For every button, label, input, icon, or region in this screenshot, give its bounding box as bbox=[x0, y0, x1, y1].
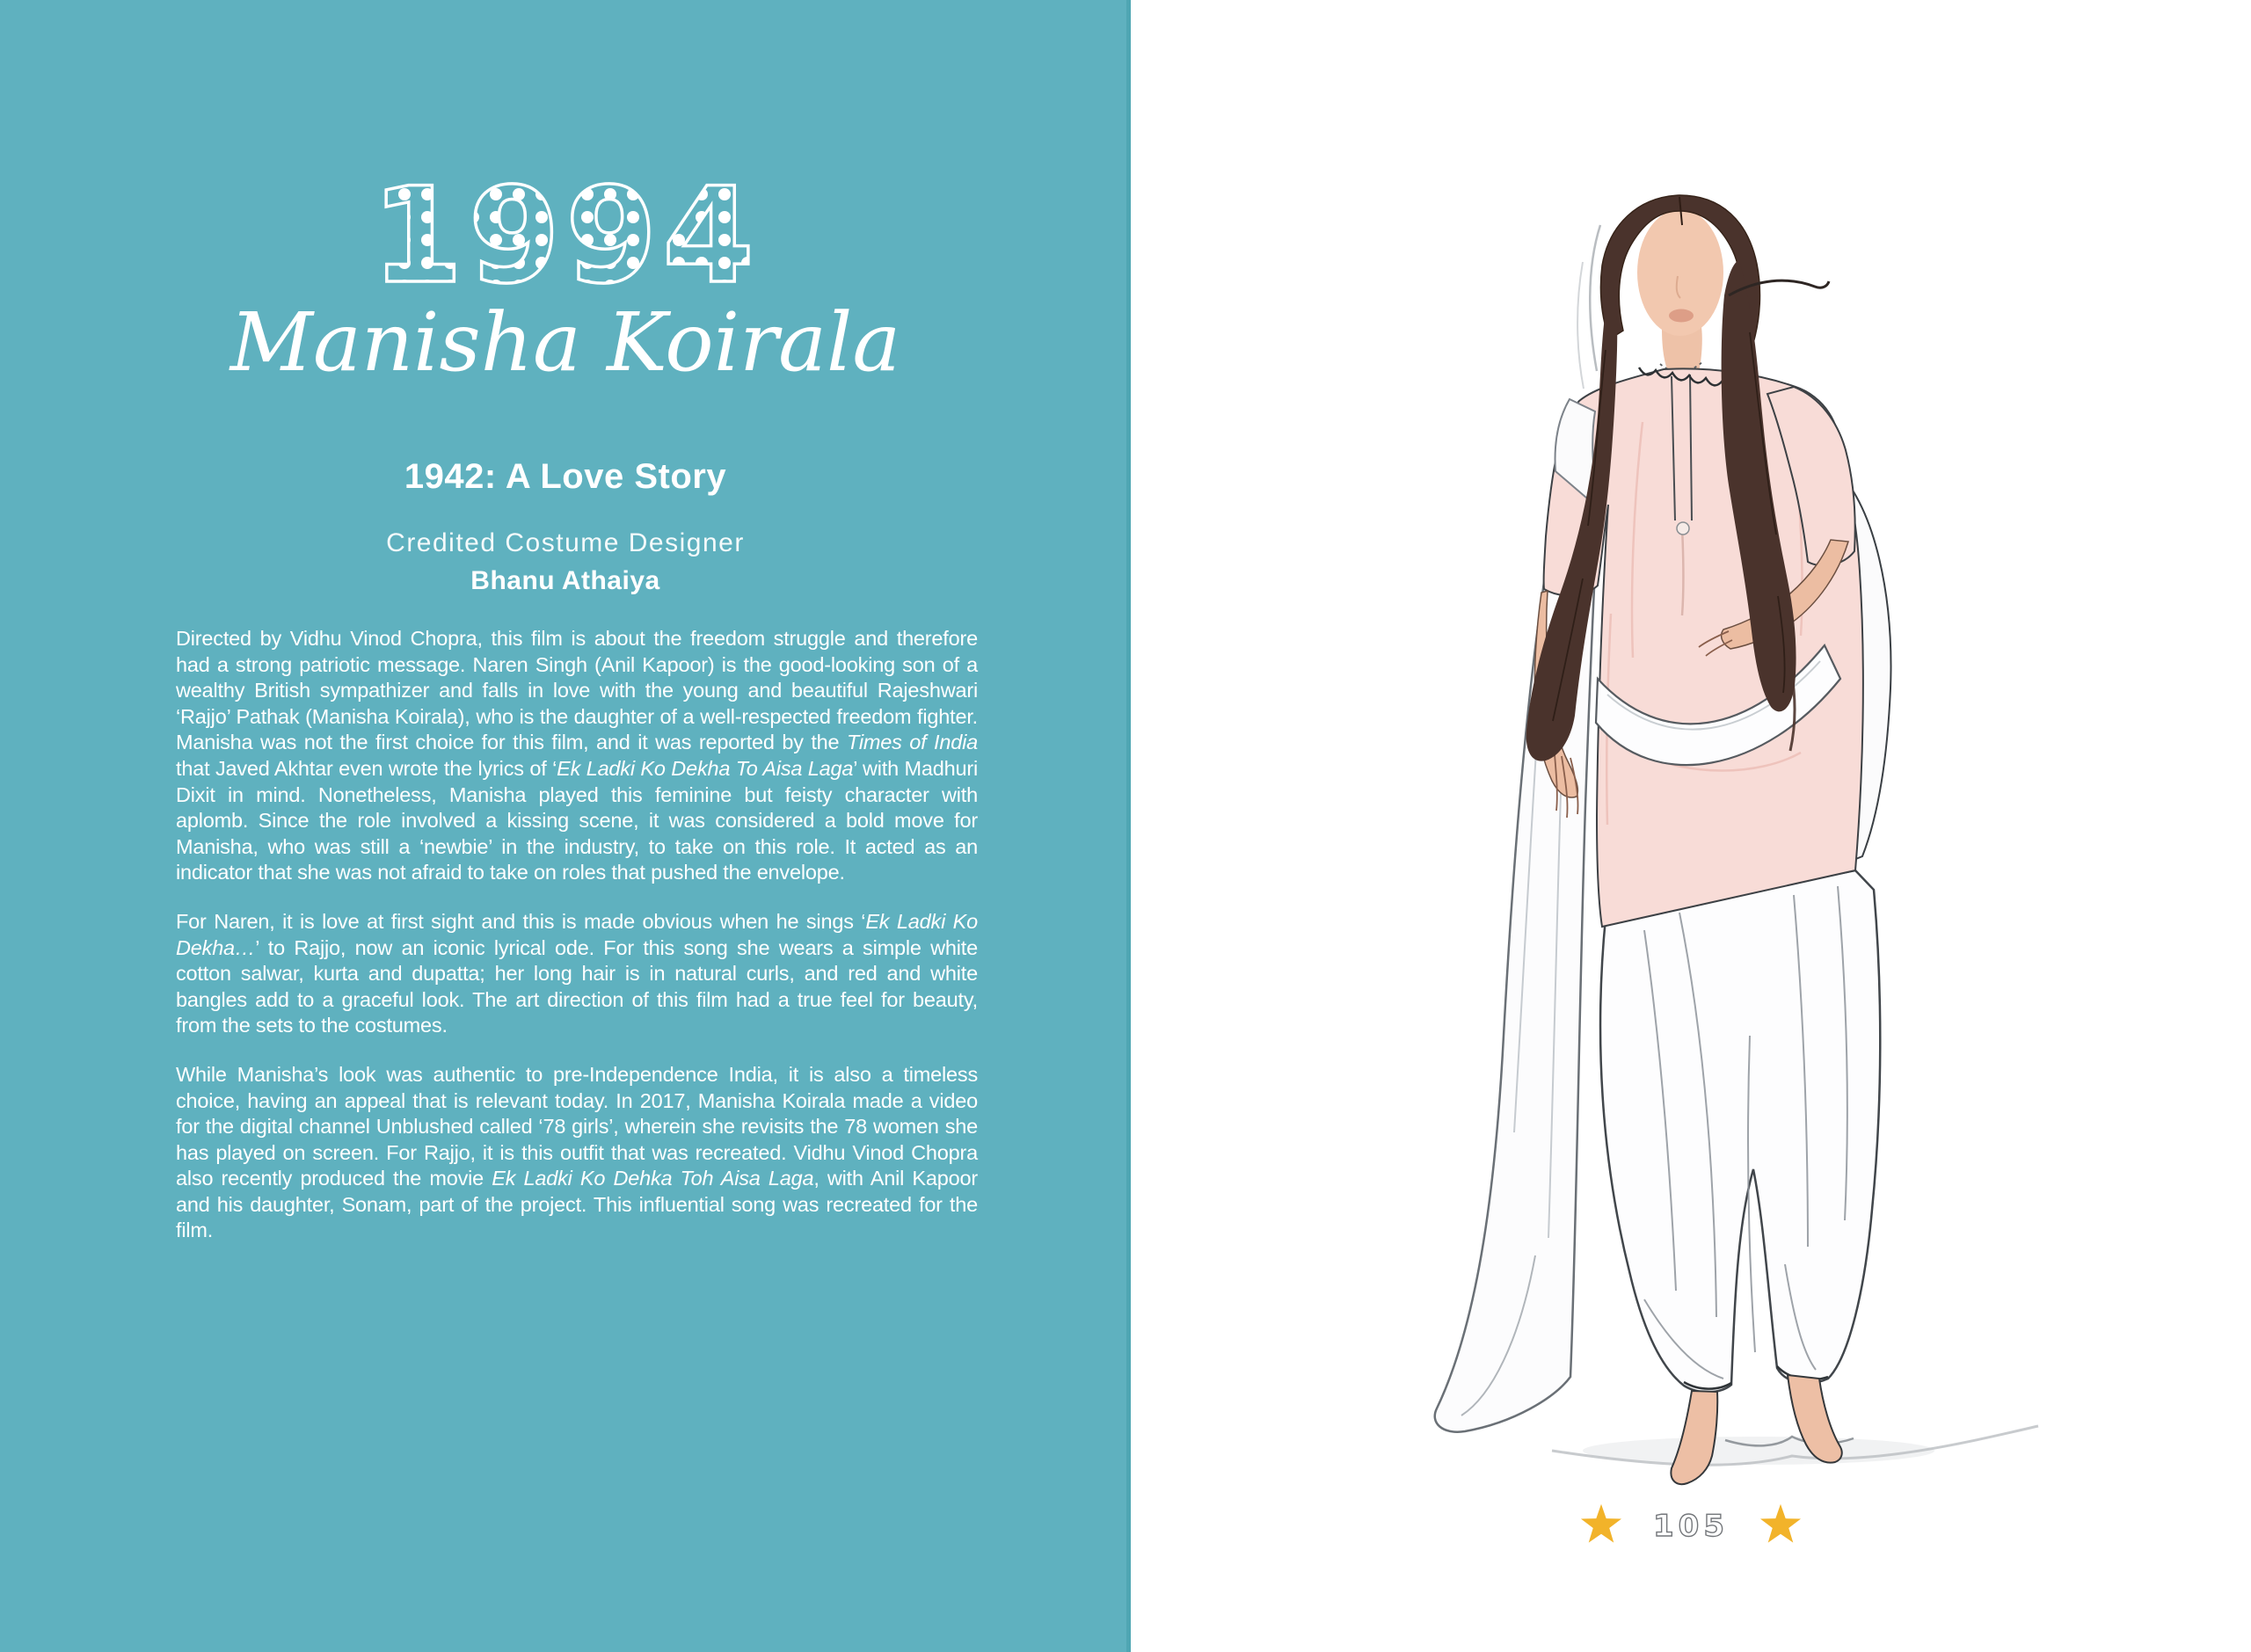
paragraph bbox=[176, 1062, 978, 1244]
year-title bbox=[164, 160, 966, 314]
article-paragraphs bbox=[176, 626, 978, 1267]
text-run: Ek Ladki Ko Dekha… bbox=[176, 909, 978, 959]
year-text: 1994 bbox=[371, 160, 760, 309]
star-icon bbox=[1756, 1501, 1805, 1550]
page-number-text: 105 bbox=[1653, 1509, 1729, 1544]
paragraph bbox=[176, 909, 978, 1039]
page-number bbox=[1647, 1501, 1735, 1550]
text-run: Directed by Vidhu Vinod Chopra, this film is about the freedom struggle and therefore had a strong patriotic message. Naren Singh (Anil Kapoor) is the good-looking son of a wealthy British sympathizer and falls in love with the young and beautiful Rajeshwari ‘Rajjo’ Pathak (Manisha Koirala), who is the daughter of a well-respected freedom fighter. Manisha was not the first choice for this film, and it was reported by the bbox=[176, 627, 978, 754]
artist-name: Manisha Koirala bbox=[229, 295, 901, 389]
text-run: Ek Ladki Ko Dehka Toh Aisa Laga bbox=[492, 1167, 814, 1190]
right-page bbox=[1131, 0, 2251, 1652]
text-run: ’ with Madhuri Dixit in mind. Nonetheless, Manisha played this feminine but feisty character with aplomb. Since the role involved a kissing scene, it was considered a bold move for Manisha, who was still a ‘newbie’ in the industry, to take on this role. It acted as an indicator that she was not afraid to take on roles that pushed the envelope. bbox=[176, 756, 978, 884]
salwar-pants bbox=[1600, 870, 1880, 1392]
text-run: For Naren, it is love at first sight and this is made obvious when he sings ‘ bbox=[176, 909, 866, 933]
text-run: While Manisha’s look was authentic to pre-Independence India, it is also a timeless choice, having an appeal that is relevant today. In 2017, Manisha Koirala made a video for the digital channel Unblushed called ‘78 girls’, wherein she revisits the 78 women she has played on screen. For Rajjo, it is this outfit that was recreated. Vidhu Vinod Chopra also recently produced the movie bbox=[176, 1062, 978, 1190]
star-icon bbox=[1577, 1501, 1626, 1550]
year-marquee-text bbox=[164, 160, 966, 309]
text-run: ’ to Rajjo, now an iconic lyrical ode. For this song she wears a simple white cotton salwar, kurta and dupatta; her long hair is in natural curls, and red and white bangles add to a graceful look. The art direction of this film had a true feel for beauty, from the sets to the costumes. bbox=[176, 935, 978, 1037]
designer-name: Bhanu Athaiya bbox=[470, 566, 660, 595]
bare-feet bbox=[1671, 1375, 1841, 1484]
paragraph bbox=[176, 626, 978, 886]
fashion-illustration bbox=[1380, 121, 2049, 1519]
text-run: that Javed Akhtar even wrote the lyrics of ‘ bbox=[176, 756, 557, 780]
ground-shadow bbox=[1552, 1426, 2038, 1465]
text-run: Ek Ladki Ko Dekha To Aisa Laga bbox=[557, 756, 854, 780]
page-footer bbox=[1131, 1495, 2251, 1556]
film-title: 1942: A Love Story bbox=[404, 457, 727, 496]
text-run: Times of India bbox=[846, 731, 978, 754]
face bbox=[1637, 209, 1723, 336]
credit-label: Credited Costume Designer bbox=[386, 528, 745, 557]
text-run: , with Anil Kapoor and his daughter, Sonam, part of the project. This influential song was recreated for the film. bbox=[176, 1167, 978, 1242]
